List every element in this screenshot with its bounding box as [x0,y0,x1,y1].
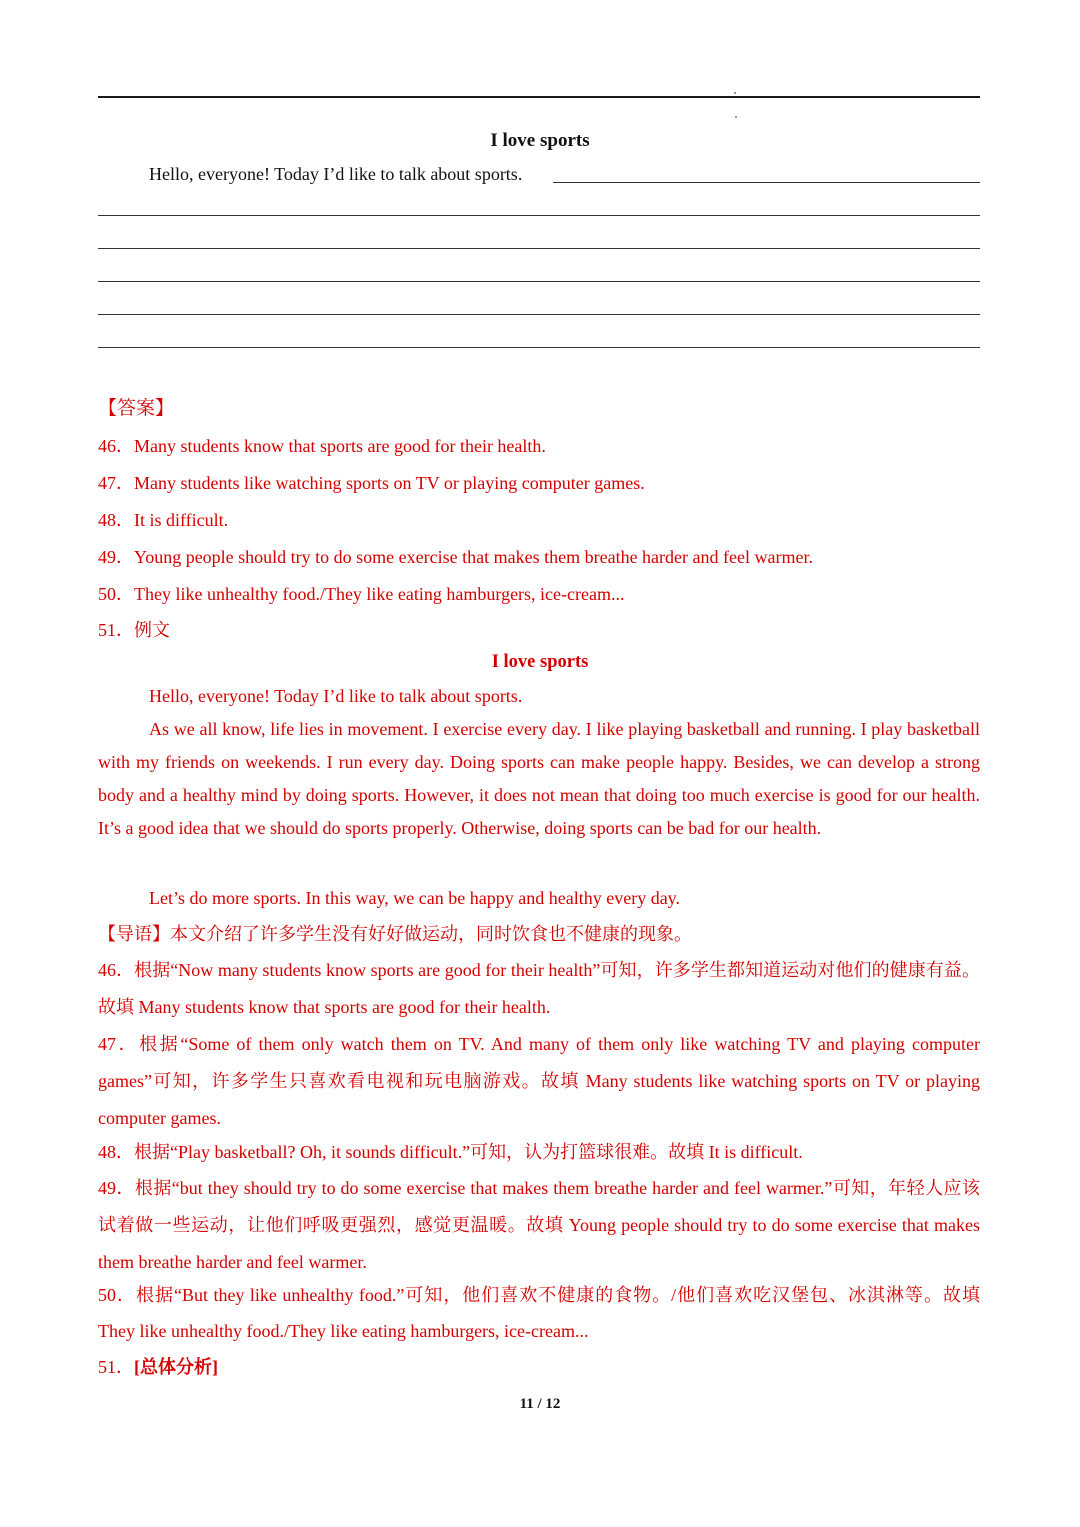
analysis-51-number: 51． [98,1357,134,1377]
answer-item: 50．They like unhealthy food./They like eating hamburgers, ice-cream... [98,584,625,604]
analysis-51 [98,1353,218,1379]
sample-paragraph: Hello, everyone! Today I’d like to talk about sports. [149,686,523,706]
writing-line [98,347,980,348]
analysis-47: 47．根据“Some of them only watch them on TV. And many of them only like watching TV and playing computer games”可知，许多学生只喜欢看电视和玩电脑游戏。故填 Many students like watching sports on TV or playing computer games. [98,1034,980,1128]
scan-dot [734,92,736,94]
answer-item: 48．It is difficult. [98,510,229,530]
writing-blank [553,182,980,183]
analysis-49: 49．根据“but they should try to do some exercise that makes them breathe harder and feel warmer.”可知，年轻人应该试着做一些运动，让他们呼吸更强烈，感觉更温暖。故填 Young people should try to do some exercise that makes them breathe harder and feel warmer. [98,1178,980,1272]
analysis-51-label: [总体分析] [134,1357,218,1377]
essay-title: I love sports [490,130,590,151]
writing-line [98,215,980,216]
page-number: 11 / 12 [519,1396,561,1412]
sample-paragraph: As we all know, life lies in movement. I exercise every day. I like playing basketball and running. I play basketball with my friends on weekends. I run every day. Doing sports can make people happy. Besides, we can develop a strong body and a healthy mind by doing sports. However, it does not mean that doing too much exercise is good for our health. It’s a good idea that we should do sports properly. Otherwise, doing sports can be bad for our health. [98,719,980,838]
writing-line [98,314,980,315]
analysis-50: 50．根据“But they like unhealthy food.”可知，他们喜欢不健康的食物。/他们喜欢吃汉堡包、冰淇淋等。故填 They like unhealthy food./They like eating hamburgers, ice-cream... [98,1285,980,1341]
scan-dot [735,116,737,118]
sample-title: I love sports [491,652,589,672]
header-rule [98,96,980,98]
writing-line [98,248,980,249]
sample-paragraph: Let’s do more sports. In this way, we can be happy and healthy every day. [149,888,681,908]
analysis-46: 46．根据“Now many students know sports are good for their health”可知，许多学生都知道运动对他们的健康有益。故填 Many students know that sports are good for their health. [98,960,980,1017]
answer-heading: 【答案】 [98,398,175,419]
essay-prompt: Hello, everyone! Today I’d like to talk about sports. [149,164,523,184]
writing-line [98,281,980,282]
analysis-48: 48．根据“Play basketball? Oh, it sounds difficult.”可知，认为打篮球很难。故填 It is difficult. [98,1142,803,1162]
answer-item: 49．Young people should try to do some exercise that makes them breathe harder and feel warmer. [98,547,813,567]
answer-item: 47．Many students like watching sports on TV or playing computer games. [98,473,645,493]
answer-item: 46．Many students know that sports are good for their health. [98,436,546,456]
analysis-intro: 【导语】本文介绍了许多学生没有好好做运动，同时饮食也不健康的现象。 [98,924,692,944]
answer-item: 51．例文 [98,620,170,640]
